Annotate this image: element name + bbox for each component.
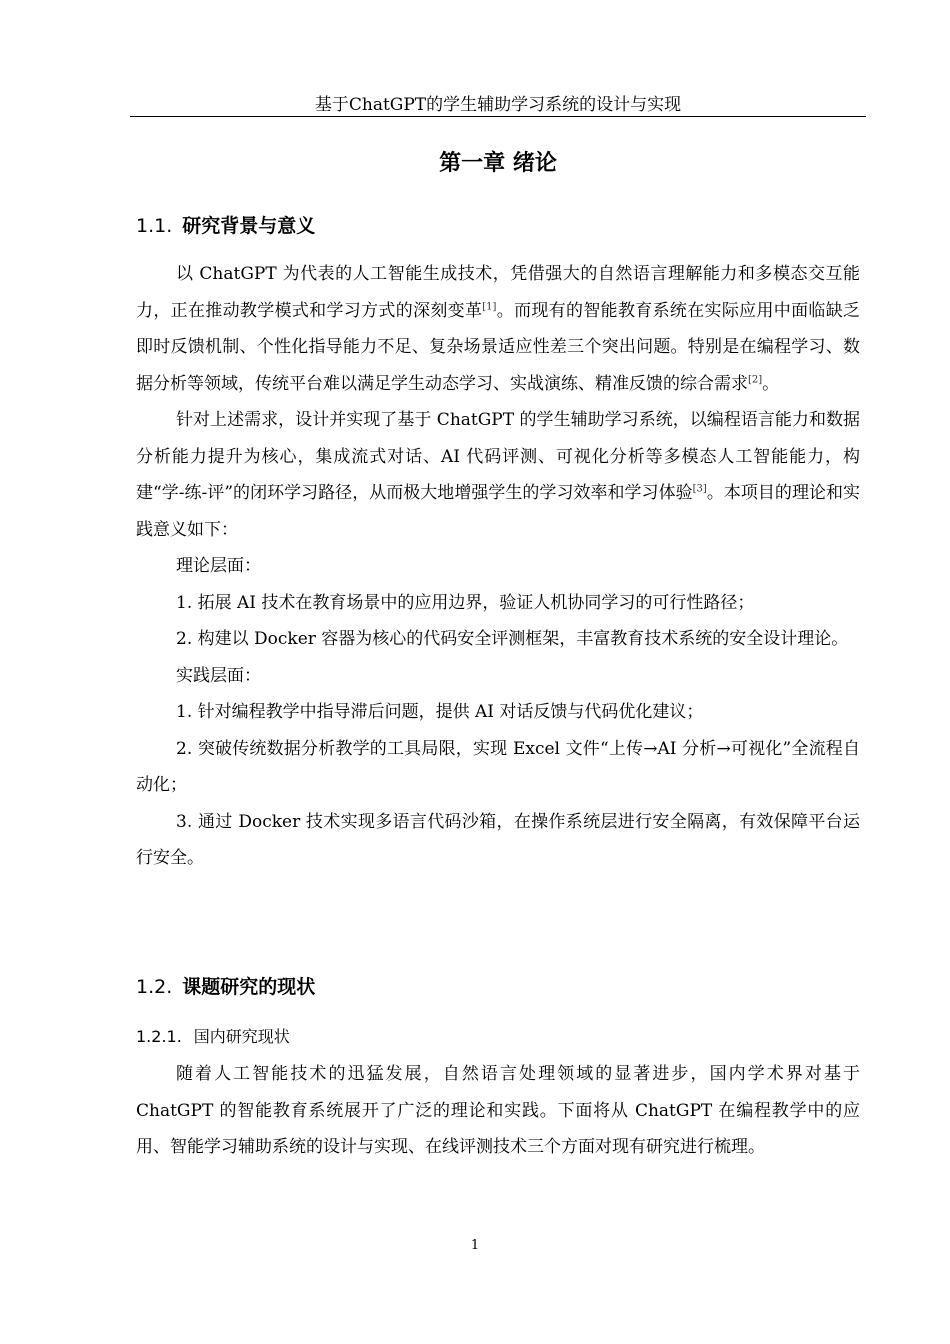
paragraph-text: 针对上述需求，设计并实现了基于 ChatGPT 的学生辅助学习系统，以编程语言能力和数据分析能力提升为核心，集成流式对话、AI 代码评测、可视化分析等多模态人工智能能力，构建“学-练-评”的闭环学习路径，从而极大地增强学生的学习效率和学习体验: [136, 410, 860, 503]
subsection-title-text: 国内研究现状: [193, 1027, 290, 1046]
section-title-text: 课题研究的现状: [182, 976, 316, 998]
paragraph-text: 。而现有的智能教育系统在实际应用中面临缺乏即时反馈机制、个性化指导能力不足、复杂场景适应性差三个突出问题。特别是在编程学习、数据分析等领域，传统平台难以满足学生动态学习、实战演练、精准反馈的综合需求: [136, 300, 861, 394]
list-item: 2. 构建以 Docker 容器为核心的代码安全评测框架，丰富教育技术系统的安全设计理论。: [176, 629, 849, 649]
citation: [1]: [482, 300, 497, 312]
section-number: 1.2.: [136, 976, 173, 998]
list-item: 1. 针对编程教学中指导滞后问题，提供 AI 对话反馈与代码优化建议；: [176, 702, 704, 722]
paragraph: [136, 402, 860, 548]
paragraph: [136, 256, 860, 402]
subsection-heading-1-2-1: [136, 1025, 290, 1049]
list-item: 2. 突破传统数据分析教学的工具局限，实现 Excel 文件“上传→AI 分析→可视化”全流程自动化；: [136, 738, 860, 795]
paragraph: 随着人工智能技术的迅猛发展，自然语言处理领域的显著进步，国内学术界对基于 ChatGPT 的智能教育系统展开了广泛的理论和实践。下面将从 ChatGPT 在编程教学中的应用、智能学习辅助系统的设计与实现、在线评测技术三个方面对现有研究进行梳理。: [136, 1064, 860, 1157]
list-item: 3. 通过 Docker 技术实现多语言代码沙箱，在操作系统层进行安全隔离，有效保障平台运行安全。: [136, 811, 860, 868]
section-number: 1.1.: [136, 215, 173, 237]
paragraph-text: 。: [762, 373, 780, 394]
paragraph-text: 以 ChatGPT 为代表的人工智能生成技术，凭借强大的自然语言理解能力和多模态交互能力，正在推动教学模式和学习方式的深刻变革: [136, 264, 860, 321]
page-number: 1: [470, 1238, 480, 1253]
citation: [3]: [692, 483, 707, 495]
citation: [2]: [748, 373, 763, 385]
section-heading-1-2: [136, 973, 315, 1001]
running-header: 基于ChatGPT的学生辅助学习系统的设计与实现: [314, 95, 682, 115]
section-heading-1-1: [136, 212, 315, 240]
chapter-title: 第一章 绪论: [439, 151, 557, 176]
list-item: 1. 拓展 AI 技术在教育场景中的应用边界，验证人机协同学习的可行性路径；: [176, 592, 755, 613]
section-1-2-1-body: [136, 1056, 860, 1166]
section-title-text: 研究背景与意义: [182, 215, 316, 237]
section-1-1-body: [136, 256, 860, 877]
header-rule: [130, 116, 866, 117]
paragraph-text: 。本项目的理论和实践意义如下：: [136, 483, 861, 540]
subsection-number: 1.2.1.: [136, 1027, 182, 1046]
theory-label: 理论层面：: [176, 556, 261, 576]
practice-label: 实践层面：: [176, 665, 261, 686]
